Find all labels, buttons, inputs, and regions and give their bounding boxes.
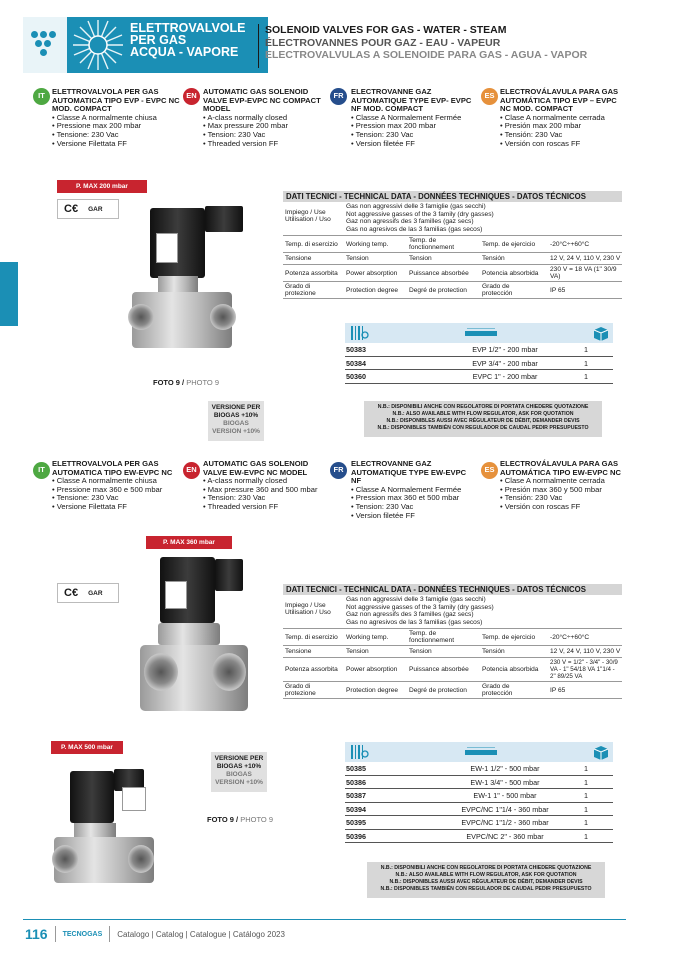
product-row [345,370,613,384]
version-line-alt: BIOGAS [226,771,252,778]
tech-row-use [283,595,622,629]
lang-badge-fr: FR [330,462,347,479]
product-table-header [345,742,613,762]
product-row [345,789,613,803]
product-qty: 1 [584,791,588,800]
lang-block-fr [333,87,473,148]
lang-title: ELECTROVÁLAVULA PARA GAS AUTOMÁTICA TIPO EW-EVPC NC [500,459,621,477]
spec-item: • Threaded version FF [203,503,323,512]
tech-table-title: DATI TECNICI - TECHNICAL DATA - DONNÉES TECHNIQUES - DATOS TÉCNICOS [283,191,622,202]
lang-badge-en: EN [183,88,200,105]
valve-photo [140,553,250,723]
spec-item: • Clase A normalmente cerrada [500,114,626,123]
tech-cell: Power absorption [346,666,398,673]
product-desc: EVP 3/4" - 200 mbar [472,358,538,368]
product-code: 50387 [346,791,366,800]
version-line: BIOGAS +10% [216,763,262,770]
lang-title: ELECTROVÁLAVULA PARA GAS AUTOMÁTICA TIPO EVP – EVPC NC MOD. COMPACT [500,87,619,114]
product-desc: EW-1 3/4" - 500 mbar [470,777,540,787]
pressure-tag: P. MAX 500 mbar [51,741,123,754]
tech-cell: Temp. de ejercicio [482,241,536,248]
lang-title: ELECTROVANNE GAZ AUTOMATIQUE TYPE EW-EVPC NF [351,459,467,486]
tech-cell: -20°C÷+60°C [550,241,590,248]
spec-item: • Clase A normalmente cerrada [500,477,626,486]
lang-block-es [484,87,626,148]
product-desc: EVP 1/2" - 200 mbar [472,345,538,354]
tech-cell: Grado de protección [482,283,513,298]
tech-cell: Working temp. [346,241,389,248]
version-line: VERSIONE PER [214,755,264,762]
product-qty: 1 [584,358,588,368]
brand-name: TECNOGAS [62,930,103,938]
product-row [345,343,613,357]
version-line-alt: VERSION +10% [215,779,263,786]
spec-item: • Classe A Normalement Fermée [351,114,473,123]
tech-use-line: Not aggressive gasses of the 3 family (dry gasses) [346,603,494,611]
spec-item: • Tension: 230 Vac [203,494,323,503]
spec-item: • Tensione: 230 Vac [52,494,180,503]
spec-item: • Versión con roscas FF [500,503,626,512]
tech-use-line: Gas no agresivos de las 3 familias (gas secos) [346,225,483,233]
version-line: VERSIONE PER [211,404,261,411]
tech-cell: Temp. di esercizio [285,634,338,641]
product-qty: 1 [584,764,588,773]
tech-cell: Tensión [482,255,505,262]
ce-mark: C€ GAR [57,583,119,603]
product-row [345,776,613,790]
valve-photo [128,188,248,368]
tech-cell: Grado de protección [482,683,513,698]
tech-cell: Potenza assorbita [285,666,338,673]
spec-item: • Tensión: 230 Vac [500,494,626,503]
lang-block-it [38,459,180,512]
lang-block-en [186,459,323,512]
tech-cell: Temp. di esercizio [285,241,338,248]
pressure-tag: P. MAX 200 mbar [57,180,147,193]
tech-cell: -20°C÷+60°C [550,634,590,641]
subtitle-en: SOLENOID VALVES FOR GAS - WATER - STEAM [265,24,507,36]
catalog-label: Catalogo | Catalog | Catalogue | Catálogo 2023 [117,929,285,939]
tech-use-line: Gaz non agressifs des 3 familles (gaz secs) [346,218,474,225]
lang-title: ELECTROVANNE GAZ AUTOMATIQUE TYPE EVP- EVPC NF MOD. COMPACT [351,87,472,114]
category-title [130,22,246,58]
version-line-alt: BIOGAS [223,420,249,427]
spec-item: • Threaded version FF [203,140,323,149]
subtitle-es: ELECTROVALVULAS A SOLENOIDE PARA GAS - AGUA - VAPOR [265,49,588,61]
measure-icon [465,328,497,338]
tech-row [283,253,622,265]
spec-item: • Versione Filettata FF [52,140,180,149]
category-title-line: ELETTROVALVOLE [130,21,246,35]
spec-item: • Tension: 230 Vac [203,131,323,140]
header-divider [258,24,259,68]
product-code: 50395 [346,818,366,827]
page-number: 116 [25,926,48,942]
tech-cell: Grado di protezione [285,283,316,298]
tech-cell: IP 65 [550,287,566,294]
gar-label: GAR [88,589,103,597]
valve-photo [52,765,157,885]
product-desc: EVPC/NC 1"1/2 - 360 mbar [461,818,549,827]
subtitle-fr: ÉLECTROVANNES POUR GAZ - EAU - VAPEUR [265,36,501,49]
tech-cell: Grado di protezione [285,683,316,698]
product-desc: EW-1 1" - 500 mbar [473,791,537,800]
tech-row [283,658,622,682]
version-line-alt: VERSION +10% [212,428,260,435]
product-row [345,816,613,830]
product-qty: 1 [584,831,588,841]
product-code: 50384 [346,358,366,368]
spec-item: • Presión max 200 mbar [500,122,626,131]
tech-use-line: Gas no agresivos de las 3 familias (gas secos) [346,618,483,626]
lang-badge-it: IT [33,88,50,105]
tech-use-line: Not aggressive gasses of the 3 family (dry gasses) [346,210,494,218]
nb-line: N.B.: DISPONIBLES TAMBIÉN CON REGULADOR DE CAUDAL PEDIR PRESUPUESTO [377,425,589,431]
spec-item: • Pression max 360 et 500 mbar [351,494,473,503]
barcode-icon [351,745,369,759]
package-icon [592,744,610,760]
product-row [345,357,613,371]
spec-item: • Tension: 230 Vac [351,131,473,140]
product-code: 50385 [346,764,366,773]
nb-line: N.B.: DISPONIBLES AUSSI AVEC RÉGULATEUR DE DÉBIT, DEMANDER DEVIS [386,418,580,424]
pressure-tag: P. MAX 360 mbar [146,536,232,549]
footer-divider [55,926,56,942]
spec-item: • A-class normally closed [203,477,323,486]
lang-block-fr [333,459,473,520]
spec-item: • Pressione max 360 e 500 mbar [52,486,180,495]
product-qty: 1 [584,345,588,354]
tech-row [283,629,622,646]
lang-badge-es: ES [481,88,498,105]
footer-divider [109,926,110,942]
tech-cell: Tension [409,255,432,262]
spec-item: • Classe A Normalement Fermée [351,486,473,495]
tecnogas-logo-icon [23,17,67,73]
tech-use-lines [346,203,616,233]
tech-cell: Working temp. [346,634,389,641]
ce-mark: C€ GAR [57,199,119,219]
spec-item: • Versione Filettata FF [52,503,180,512]
product-row [345,830,613,844]
nb-line: N.B.: DISPONIBILI ANCHE CON REGOLATORE DI PORTATA CHIEDERE QUOTAZIONE [377,404,589,410]
lang-title: AUTOMATIC GAS SOLENOID VALVE EW-EVPC NC MODEL [203,459,309,477]
nb-line: N.B.: ALSO AVAILABLE WITH FLOW REGULATOR, ASK FOR QUOTATION [395,872,577,878]
lang-badge-es: ES [481,462,498,479]
measure-icon [465,747,497,757]
tech-use-line: Gas non aggressivi delle 3 famiglie (gas secchi) [346,596,486,603]
spec-item: • Classe A normalmente chiusa [52,114,180,123]
tech-cell: 12 V, 24 V, 110 V, 230 V [550,255,621,262]
product-desc: EVPC/NC 2" - 360 mbar [466,831,544,841]
lang-block-it [38,87,180,148]
tech-label: Impiego / Use Utilisation / Uso [285,209,331,224]
product-code: 50383 [346,345,366,354]
nb-line: N.B.: DISPONIBLES AUSSI AVEC RÉGULATEUR DE DÉBIT, DEMANDER DEVIS [389,879,583,885]
product-table [345,323,613,384]
photo-caption-it: FOTO 9 [153,378,180,387]
category-title-line: ACQUA - VAPORE [130,45,239,59]
footer-rule [23,919,626,920]
tech-cell: Protection degree [346,687,399,694]
product-desc: EW-1 1/2" - 500 mbar [470,764,540,773]
nb-line: N.B.: DISPONIBLES TAMBIÉN CON REGULADOR DE CAUDAL PEDIR PRESUPUESTO [380,886,592,892]
tech-cell: Power absorption [346,270,398,277]
tech-cell: Temp. de ejercicio [482,634,536,641]
product-qty: 1 [584,818,588,827]
tech-cell: Potenza assorbita [285,270,338,277]
spec-item: • Pressione max 200 mbar [52,122,180,131]
photo-caption: FOTO 9 / PHOTO 9 [207,815,274,824]
tech-row [283,682,622,699]
photo-caption-en: PHOTO 9 [240,815,274,824]
tech-label: Impiego / Use Utilisation / Uso [285,602,331,617]
spec-item: • Max pressure 200 mbar [203,122,323,131]
tech-cell: Tensione [285,255,312,262]
tech-use-line: Gas non aggressivi delle 3 famiglie (gas secchi) [346,203,486,210]
lang-badge-fr: FR [330,88,347,105]
tech-cell: Degré de protection [409,287,467,294]
nb-note [367,862,605,898]
side-tab [0,262,18,326]
product-table-header [345,323,613,343]
tech-cell: 12 V, 24 V, 110 V, 230 V [550,648,621,655]
product-code: 50386 [346,777,366,787]
spec-item: • Version filetée FF [351,140,473,149]
tech-row [283,282,622,299]
barcode-icon [351,326,369,340]
product-row [345,762,613,776]
spec-item: • Pression max 200 mbar [351,122,473,131]
tech-cell: Tension [346,648,369,655]
photo-caption: FOTO 9 / PHOTO 9 [153,378,220,387]
footer [25,926,285,942]
tech-cell: Puissance absorbée [409,666,469,673]
header-subtitles [265,24,587,62]
spec-item: • Version filetée FF [351,512,473,521]
tech-cell: 230 V = 1/2" - 3/4" - 30/9 VA - 1" 54/18 VA 1"1/4 - 2" 89/25 VA [550,659,618,680]
nb-line: N.B.: DISPONIBILI ANCHE CON REGOLATORE DI PORTATA CHIEDERE QUOTAZIONE [380,865,592,871]
gar-label: GAR [88,205,103,213]
tech-table [283,191,622,299]
tech-table [283,584,622,699]
lang-title: ELETTROVALVOLA PER GAS AUTOMATICA TIPO EW-EVPC NC [52,459,173,477]
tech-cell: Potencia absorbida [482,270,539,277]
spec-item: • Tensión: 230 Vac [500,131,626,140]
tech-cell: Tensión [482,648,505,655]
tech-cell: IP 65 [550,687,566,694]
tech-cell: 230 V = 18 VA (1" 30/9 VA) [550,266,617,281]
product-table [345,742,613,843]
tech-cell: Puissance absorbée [409,270,469,277]
product-code: 50396 [346,831,366,841]
tech-table-title: DATI TECNICI - TECHNICAL DATA - DONNÉES TECHNIQUES - DATOS TÉCNICOS [283,584,622,595]
nb-line: N.B.: ALSO AVAILABLE WITH FLOW REGULATOR, ASK FOR QUOTATION [392,411,574,417]
tech-cell: Potencia absorbida [482,666,539,673]
tech-cell: Tension [346,255,369,262]
tech-cell: Degré de protection [409,687,467,694]
product-qty: 1 [584,372,588,381]
product-row [345,803,613,817]
tech-cell: Temp. de fonctionnement [409,630,455,645]
version-line: BIOGAS +10% [213,412,259,419]
tech-cell: Tensione [285,648,312,655]
tech-row [283,236,622,253]
lang-block-en [186,87,323,148]
product-desc: EVPC/NC 1"1/4 - 360 mbar [461,804,549,814]
photo-caption-it: FOTO 9 [207,815,234,824]
nb-note [364,401,602,437]
product-code: 50360 [346,372,366,381]
spec-item: • Classe A normalmente chiusa [52,477,180,486]
category-title-line: PER GAS [130,33,187,47]
product-desc: EVPC 1" - 200 mbar [472,372,538,381]
lang-title: AUTOMATIC GAS SOLENOID VALVE EVP-EVPC NC COMPACT MODEL [203,87,321,114]
tech-use-line: Gaz non agressifs des 3 familles (gaz secs) [346,611,474,618]
tech-cell: Protection degree [346,287,399,294]
sunburst-icon [70,17,126,73]
tech-cell: Temp. de fonctionnement [409,237,455,252]
spec-item: • Presión max 360 y 500 mbar [500,486,626,495]
product-code: 50394 [346,804,366,814]
tech-row [283,265,622,282]
spec-item: • Tension: 230 Vac [351,503,473,512]
spec-item: • Tensione: 230 Vac [52,131,180,140]
spec-item: • Versión con roscas FF [500,140,626,149]
photo-caption-en: PHOTO 9 [186,378,220,387]
product-qty: 1 [584,777,588,787]
lang-badge-it: IT [33,462,50,479]
tech-use-lines [346,596,616,626]
spec-item: • Max pressure 360 and 500 mbar [203,486,323,495]
tech-cell: Tension [409,648,432,655]
spec-item: • A-class normally closed [203,114,323,123]
lang-badge-en: EN [183,462,200,479]
tech-row-use [283,202,622,236]
package-icon [592,325,610,341]
lang-title: ELETTROVALVOLA PER GAS AUTOMATICA TIPO EVP - EVPC NC MOD. COMPACT [52,87,180,114]
product-qty: 1 [584,804,588,814]
tech-row [283,646,622,658]
lang-block-es [484,459,626,512]
biogas-version-box [208,401,264,441]
biogas-version-box [211,752,267,792]
